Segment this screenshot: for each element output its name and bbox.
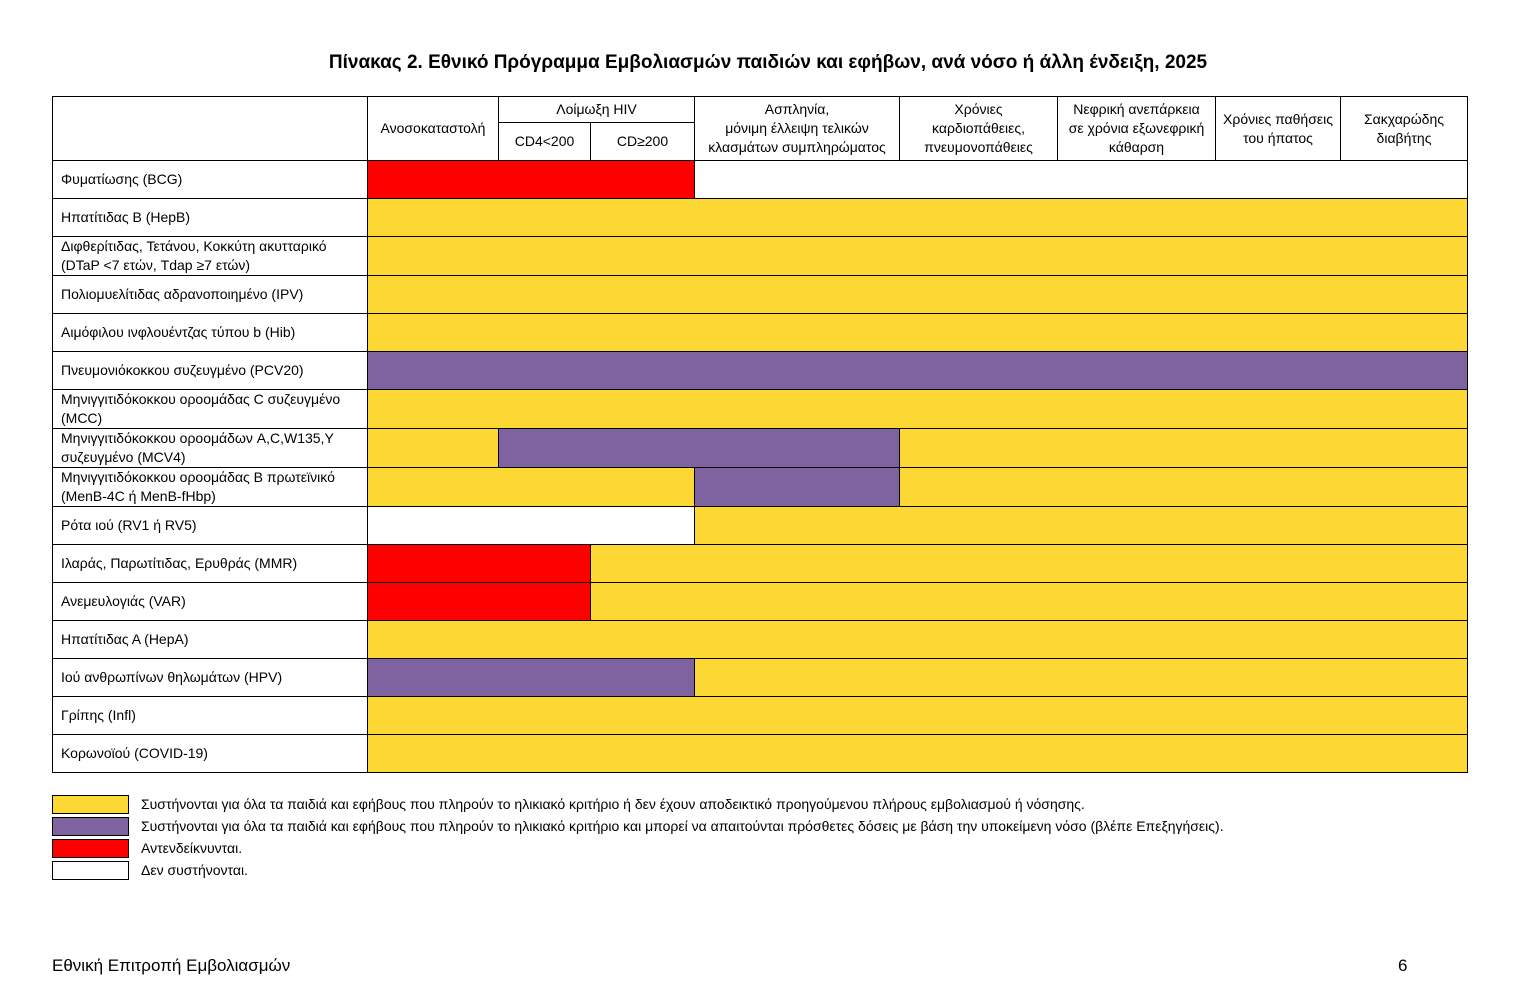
header-hiv: Λοίμωξη HIV [499,97,695,123]
vaccine-name: Πνευμονιόκοκκου συζευγμένο (PCV20) [53,352,368,390]
recommendation-cell [368,621,1468,659]
table-row [53,735,1468,773]
recommendation-cell [368,352,1468,390]
table-row [53,545,1468,583]
header-cd4-low: CD4<200 [499,123,591,161]
vaccine-name: Μηνιγγιτιδόκοκκου οροομάδας C συζευγμένο (MCC) [53,390,368,429]
legend-swatch [52,795,129,814]
header-blank [53,97,368,161]
table-body [53,161,1468,773]
table-row [53,583,1468,621]
recommendation-cell [368,199,1468,237]
recommendation-cell [368,390,1468,429]
vaccine-name: Φυματίωσης (BCG) [53,161,368,199]
recommendation-cell [368,314,1468,352]
recommendation-cell [368,429,499,468]
table-row [53,237,1468,276]
vaccine-name: Ανεμευλογιάς (VAR) [53,583,368,621]
recommendation-cell [900,429,1468,468]
header-cd4-high: CD≥200 [591,123,695,161]
recommendation-cell [499,429,900,468]
recommendation-cell [695,468,900,507]
recommendation-cell [695,161,1468,199]
recommendation-cell [368,735,1468,773]
vaccine-name: Γρίπης (Infl) [53,697,368,735]
vaccine-name: Ηπατίτιδας Α (HepA) [53,621,368,659]
header-renal: Νεφρική ανεπάρκεια σε χρόνια εξωνεφρική κάθαρση [1058,97,1216,161]
legend-swatch [52,817,129,836]
vaccine-name: Διφθερίτιδας, Τετάνου, Κοκκύτη ακυτταρικό (DTaP <7 ετών, Tdap ≥7 ετών) [53,237,368,276]
vaccine-name: Αιμόφιλου ινφλουέντζας τύπου b (Hib) [53,314,368,352]
header-asplenia: Ασπληνία, μόνιμη έλλειψη τελικών κλασμάτων συμπληρώματος [695,97,900,161]
recommendation-cell [368,697,1468,735]
vaccine-name: Ιού ανθρωπίνων θηλωμάτων (HPV) [53,659,368,697]
legend-swatch [52,839,129,858]
vaccination-table [52,96,1468,773]
recommendation-cell [695,507,1468,545]
legend-text: Αντενδείκνυνται. [141,840,243,856]
table-row [53,276,1468,314]
vaccine-name: Κορωνοϊού (COVID-19) [53,735,368,773]
recommendation-cell [695,659,1468,697]
vaccine-name: Ηπατίτιδας Β (HepB) [53,199,368,237]
legend-text: Δεν συστήνονται. [141,862,248,878]
vaccine-name: Ιλαράς, Παρωτίτιδας, Ερυθράς (MMR) [53,545,368,583]
page-number: 6 [1398,956,1408,975]
table-row [53,621,1468,659]
recommendation-cell [368,545,591,583]
vaccine-name: Μηνιγγιτιδόκοκκου οροομάδων A,C,W135,Y συζευγμένο (MCV4) [53,429,368,468]
recommendation-cell [900,468,1468,507]
header-cardio: Χρόνιες καρδιοπάθειες, πνευμονοπάθειες [900,97,1058,161]
recommendation-cell [368,161,695,199]
footer-organization: Εθνική Επιτροπή Εμβολιασμών [52,956,291,975]
recommendation-cell [368,583,591,621]
header-immunosuppression: Ανοσοκαταστολή [368,97,499,161]
vaccine-name: Ρότα ιού (RV1 ή RV5) [53,507,368,545]
page-title: Πίνακας 2. Εθνικό Πρόγραμμα Εμβολιασμών παιδιών και εφήβων, ανά νόσο ή άλλη ένδειξη, 2025 [328,52,1208,73]
table-row [53,507,1468,545]
table-row [53,161,1468,199]
recommendation-cell [368,237,1468,276]
recommendation-cell [368,507,695,545]
legend-swatch [52,861,129,880]
table-row [53,352,1468,390]
table-row [53,429,1468,468]
table-row [53,314,1468,352]
vaccine-name: Πολιομυελίτιδας αδρανοποιημένο (IPV) [53,276,368,314]
table-row [53,468,1468,507]
recommendation-cell [591,583,1468,621]
recommendation-cell [368,468,695,507]
table-row [53,659,1468,697]
vaccine-name: Μηνιγγιτιδόκοκκου οροομάδας Β πρωτεϊνικό (MenB-4C ή MenB-fHbp) [53,468,368,507]
table-row [53,199,1468,237]
header-diabetes: Σακχαρώδης διαβήτης [1341,97,1468,161]
header-liver: Χρόνιες παθήσεις του ήπατος [1216,97,1341,161]
recommendation-cell [591,545,1468,583]
recommendation-cell [368,276,1468,314]
legend-text: Συστήνονται για όλα τα παιδιά και εφήβους που πληρούν το ηλικιακό κριτήριο ή δεν έχουν αποδεικτικό προηγούμενου πλήρους εμβολιασμού ή νόσησης. [141,796,1085,812]
table-row [53,390,1468,429]
recommendation-cell [368,659,695,697]
legend-text: Συστήνονται για όλα τα παιδιά και εφήβους που πληρούν το ηλικιακό κριτήριο και μπορεί να απαιτούνται πρόσθετες δόσεις με βάση την υποκείμενη νόσο (βλέπε Επεξηγήσεις). [141,818,1224,834]
table-row [53,697,1468,735]
